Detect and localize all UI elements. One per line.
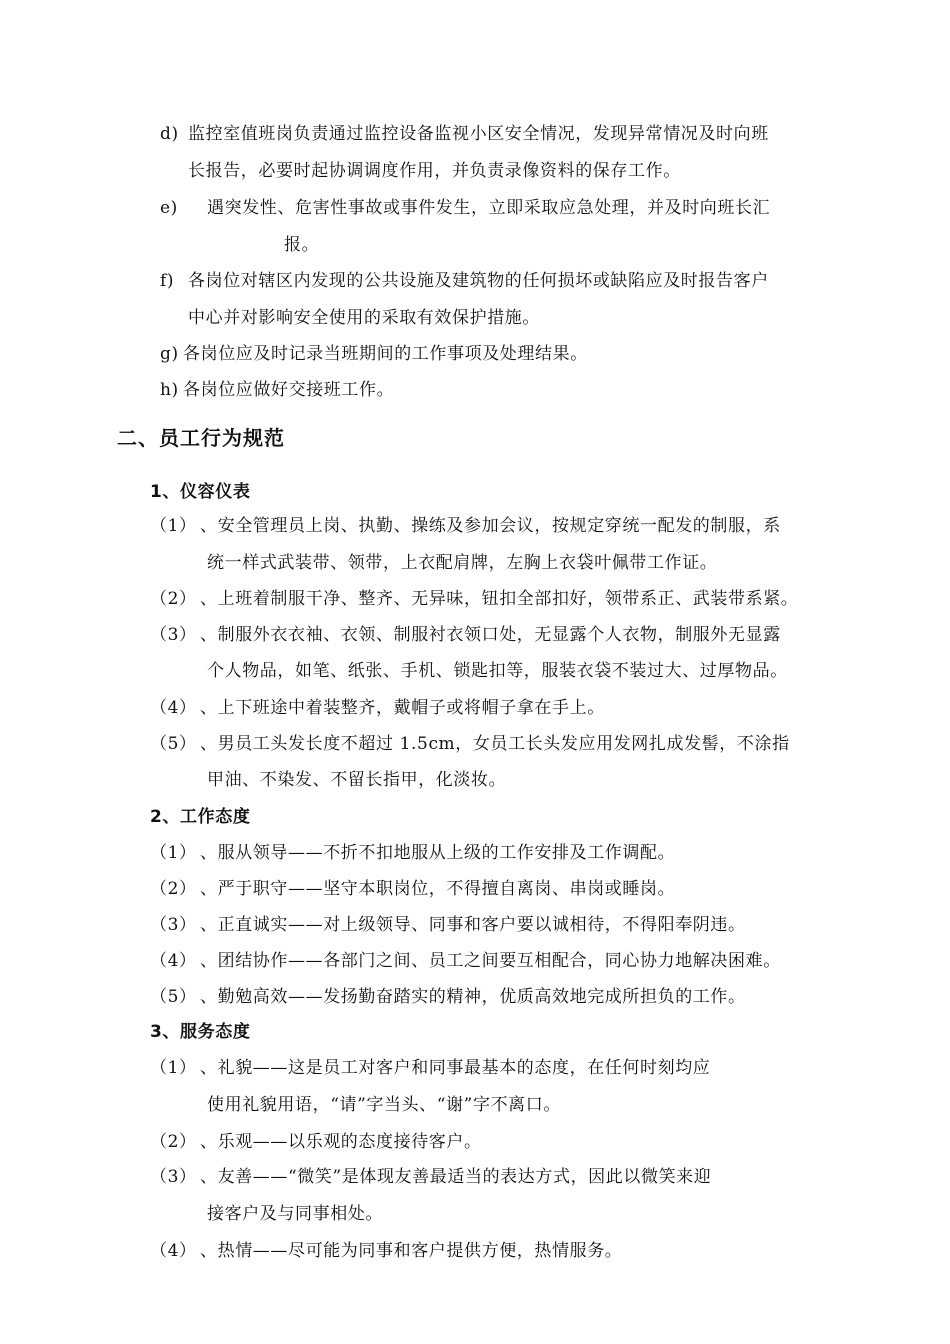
item-number: （3）: [150, 1167, 197, 1187]
item-text: 、乐观——以乐观的态度接待客户。: [200, 1132, 482, 1152]
item-text: 、严于职守——坚守本职岗位，不得擅自离岗、串岗或睡岗。: [200, 879, 676, 899]
item-number: （4）: [150, 1241, 197, 1261]
item-text: 、男员工头发长度不超过 1.5cm，女员工长头发应用发网扎成发髻，不涂指: [200, 734, 790, 754]
item-text: 、正直诚实——对上级领导、同事和客户要以诚相待，不得阳奉阴违。: [200, 915, 746, 935]
item-text: 、上班着制服干净、整齐、无异味，钮扣全部扣好，领带系正、武装带系紧。: [200, 589, 799, 609]
item-text: 、热情——尽可能为同事和客户提供方便，热情服务。: [200, 1241, 623, 1261]
item-number: （2）: [150, 1132, 197, 1152]
duty-text: 各岗位应做好交接班工作。: [183, 380, 395, 400]
duty-marker: h): [160, 380, 179, 400]
duty-marker: g): [160, 344, 179, 364]
subsection-title: 3、服务态度: [150, 1022, 251, 1042]
duty-text: 遇突发性、危害性事故或事件发生，立即采取应急处理，并及时向班长汇: [207, 198, 771, 218]
item-number: （2）: [150, 879, 197, 899]
subsection-title: 2、工作态度: [150, 807, 251, 827]
item-number: （4）: [150, 951, 197, 971]
item-number: （3）: [150, 625, 197, 645]
duty-text: 中心并对影响安全使用的采取有效保护措施。: [188, 308, 540, 328]
item-number: （1）: [150, 1058, 197, 1078]
duty-text: 监控室值班岗负责通过监控设备监视小区安全情况，发现异常情况及时向班: [188, 124, 769, 144]
item-number: （1）: [150, 516, 197, 536]
item-number: （5）: [150, 987, 197, 1007]
item-text: 、友善——“微笑”是体现友善最适当的表达方式，因此以微笑来迎: [200, 1167, 712, 1187]
item-text: 统一样式武装带、领带，上衣配肩牌，左胸上衣袋叶佩带工作证。: [207, 553, 718, 573]
item-number: （5）: [150, 734, 197, 754]
duty-marker: d): [160, 124, 179, 144]
duty-marker: e): [160, 198, 178, 218]
item-text: 、制服外衣衣袖、衣领、制服衬衣领口处，无显露个人衣物，制服外无显露: [200, 625, 781, 645]
duty-text: 长报告，必要时起协调调度作用，并负责录像资料的保存工作。: [188, 161, 681, 181]
item-number: （3）: [150, 915, 197, 935]
subsection-title: 1、仪容仪表: [150, 482, 251, 502]
duty-text: 各岗位对辖区内发现的公共设施及建筑物的任何损坏或缺陷应及时报告客户: [188, 271, 769, 291]
item-text: 接客户及与同事相处。: [207, 1204, 383, 1224]
duty-text: 各岗位应及时记录当班期间的工作事项及处理结果。: [183, 344, 588, 364]
item-text: 、安全管理员上岗、执勤、操练及参加会议，按规定穿统一配发的制服，系: [200, 516, 781, 536]
item-text: 、礼貌——这是员工对客户和同事最基本的态度，在任何时刻均应: [200, 1058, 711, 1078]
item-text: 使用礼貌用语，“请”字当头、“谢”字不离口。: [207, 1095, 561, 1115]
item-text: 、勤勉高效——发扬勤奋踏实的精神，优质高效地完成所担负的工作。: [200, 987, 746, 1007]
duty-text: 报。: [284, 235, 320, 255]
item-number: （4）: [150, 698, 197, 718]
item-text: 、服从领导——不折不扣地服从上级的工作安排及工作调配。: [200, 843, 676, 863]
item-text: 个人物品，如笔、纸张、手机、锁匙扣等，服装衣袋不装过大、过厚物品。: [207, 661, 788, 681]
item-number: （2）: [150, 589, 197, 609]
duty-marker: f): [160, 271, 175, 291]
item-text: 、上下班途中着装整齐，戴帽子或将帽子拿在手上。: [200, 698, 605, 718]
item-text: 、团结协作——各部门之间、员工之间要互相配合，同心协力地解决困难。: [200, 951, 781, 971]
item-text: 甲油、不染发、不留长指甲，化淡妆。: [207, 770, 507, 790]
item-number: （1）: [150, 843, 197, 863]
section-title: 二、员工行为规范: [117, 426, 285, 450]
